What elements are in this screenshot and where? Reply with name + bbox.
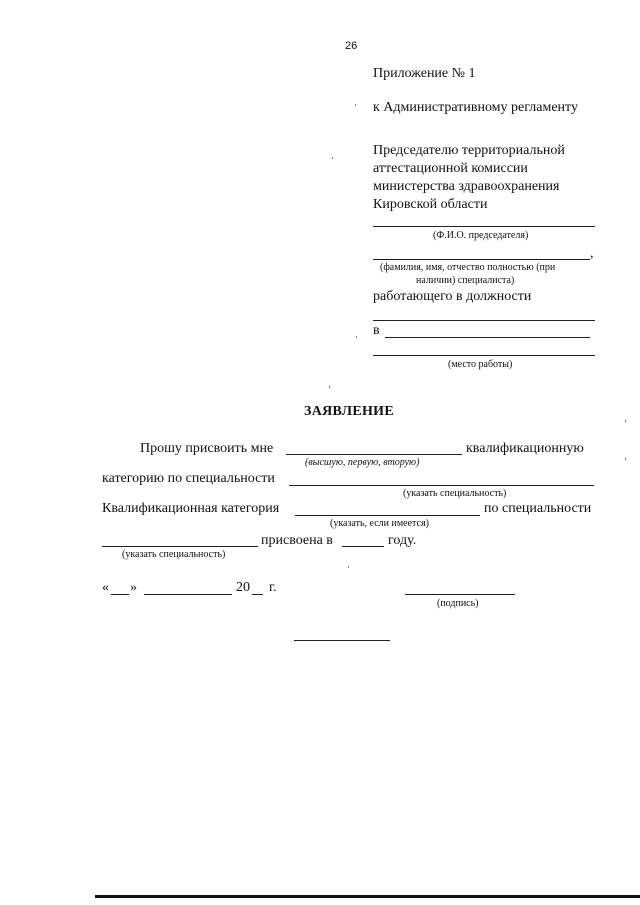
- workplace-line-2: [373, 355, 595, 356]
- day-field[interactable]: [111, 594, 129, 595]
- appendix-label: Приложение № 1: [373, 66, 476, 81]
- applicant-caption: (фамилия, имя, отчество полностью (при: [380, 262, 556, 273]
- addressee-line: Кировской области: [373, 197, 488, 212]
- date-open-quote: «: [102, 580, 109, 595]
- assigned-year-field[interactable]: [342, 546, 384, 547]
- addressee-line: министерства здравоохранения: [373, 179, 560, 194]
- workplace-line: [385, 337, 590, 338]
- scan-speck: [625, 420, 626, 422]
- year-field[interactable]: [252, 594, 263, 595]
- existing-category-field[interactable]: [295, 515, 480, 516]
- signature-caption: (подпись): [437, 598, 479, 609]
- specialty-prefix: категорию по специальности: [102, 471, 275, 486]
- signature-line[interactable]: [405, 594, 515, 595]
- chair-name-line: [373, 226, 595, 227]
- scan-bottom-border: [95, 895, 640, 898]
- scan-speck: [356, 336, 357, 338]
- applicant-caption: наличии) специалиста): [416, 275, 515, 286]
- assigned-in-label: присвоена в: [261, 533, 333, 548]
- position-line: [373, 320, 595, 321]
- in-label: в: [373, 323, 380, 338]
- year-word: году.: [388, 533, 417, 548]
- specialty-caption: (указать специальность): [403, 488, 507, 499]
- scan-speck: [329, 386, 330, 388]
- category-field[interactable]: [286, 454, 462, 455]
- year-suffix: г.: [269, 580, 277, 595]
- applicant-name-line: [373, 259, 590, 260]
- page-number: 26: [345, 40, 358, 52]
- request-prefix: Прошу присвоить мне: [140, 441, 274, 456]
- existing-category-caption: (указать, если имеется): [330, 518, 429, 529]
- addressee-line: Председателю территориальной: [373, 143, 565, 158]
- scan-speck: [348, 566, 349, 568]
- chair-caption: (Ф.И.О. председателя): [433, 230, 529, 241]
- existing-specialty-caption: (указать специальность): [122, 549, 226, 560]
- existing-category-suffix: по специальности: [484, 501, 592, 516]
- date-close-quote: »: [130, 580, 137, 595]
- scan-speck: [332, 157, 333, 159]
- applicant-comma: ,: [590, 246, 594, 261]
- request-suffix: квалификационную: [466, 441, 584, 456]
- separator-line: [294, 640, 390, 641]
- year-prefix: 20: [236, 580, 250, 595]
- month-field[interactable]: [144, 594, 232, 595]
- position-label: работающего в должности: [373, 289, 532, 304]
- specialty-field[interactable]: [289, 485, 594, 486]
- workplace-caption: (место работы): [448, 359, 513, 370]
- existing-specialty-field[interactable]: [102, 546, 258, 547]
- regulation-label: к Административному регламенту: [373, 100, 578, 115]
- category-caption: (высшую, первую, вторую): [305, 457, 420, 468]
- existing-category-prefix: Квалификационная категория: [102, 501, 280, 516]
- addressee-line: аттестационной комиссии: [373, 161, 528, 176]
- document-title: ЗАЯВЛЕНИЕ: [304, 404, 395, 419]
- scan-speck: [625, 458, 626, 460]
- scan-speck: [355, 104, 356, 106]
